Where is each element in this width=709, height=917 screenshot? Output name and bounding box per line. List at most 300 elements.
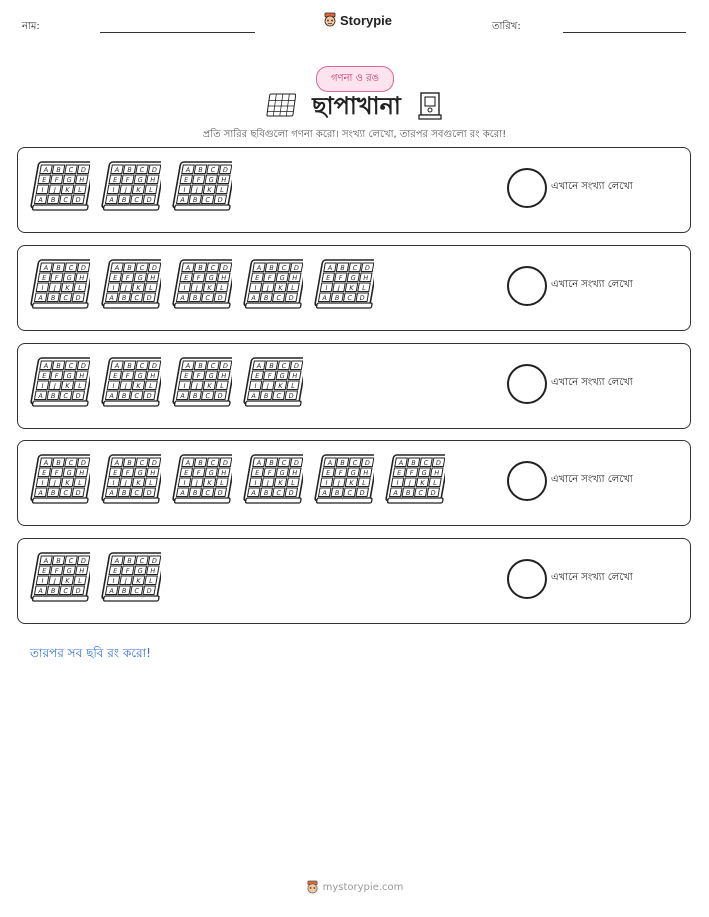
svg-text:G: G xyxy=(136,372,144,380)
svg-text:D: D xyxy=(145,392,153,400)
svg-text:C: C xyxy=(138,166,145,174)
answer-circle[interactable] xyxy=(507,266,547,306)
svg-text:A: A xyxy=(108,587,115,595)
svg-text:J: J xyxy=(53,284,57,292)
type-tray-icon xyxy=(172,259,232,311)
type-tray-icon xyxy=(30,552,90,604)
svg-text:G: G xyxy=(278,274,286,282)
svg-text:C: C xyxy=(280,264,287,272)
svg-text:D: D xyxy=(222,362,229,370)
answer-circle[interactable] xyxy=(507,364,547,404)
svg-text:J: J xyxy=(337,284,341,292)
svg-text:F: F xyxy=(196,274,202,282)
svg-text:E: E xyxy=(41,567,47,575)
svg-text:B: B xyxy=(339,459,346,467)
svg-text:B: B xyxy=(50,392,57,400)
type-tray-icon xyxy=(266,93,296,119)
svg-text:L: L xyxy=(148,382,154,390)
svg-text:B: B xyxy=(268,264,275,272)
svg-text:K: K xyxy=(277,382,284,390)
svg-text:L: L xyxy=(148,284,154,292)
svg-text:L: L xyxy=(148,186,154,194)
page-title: ছাপাখানা xyxy=(312,92,401,120)
svg-text:C: C xyxy=(133,489,140,497)
svg-text:C: C xyxy=(67,459,74,467)
svg-text:J: J xyxy=(195,284,199,292)
svg-text:J: J xyxy=(408,479,412,487)
type-tray-picture[interactable] xyxy=(172,454,232,510)
svg-text:B: B xyxy=(55,264,62,272)
type-tray-picture[interactable] xyxy=(172,357,232,413)
svg-text:D: D xyxy=(287,489,295,497)
type-tray-picture[interactable] xyxy=(30,259,90,315)
type-tray-icon xyxy=(101,357,161,409)
svg-text:F: F xyxy=(125,274,131,282)
svg-text:C: C xyxy=(138,459,145,467)
svg-text:A: A xyxy=(108,489,115,497)
svg-text:K: K xyxy=(206,382,213,390)
svg-text:E: E xyxy=(41,274,47,282)
svg-text:F: F xyxy=(338,274,344,282)
svg-text:D: D xyxy=(145,489,153,497)
svg-text:C: C xyxy=(62,196,69,204)
svg-text:H: H xyxy=(220,274,227,282)
svg-text:H: H xyxy=(362,274,369,282)
svg-text:I: I xyxy=(182,186,187,194)
svg-text:F: F xyxy=(54,567,60,575)
svg-text:G: G xyxy=(349,274,357,282)
svg-text:C: C xyxy=(204,294,211,302)
type-tray-picture[interactable] xyxy=(243,259,303,315)
svg-text:G: G xyxy=(136,567,144,575)
svg-text:C: C xyxy=(280,459,287,467)
svg-text:D: D xyxy=(74,587,82,595)
svg-text:A: A xyxy=(179,294,186,302)
type-tray-picture[interactable] xyxy=(101,357,161,413)
svg-text:G: G xyxy=(207,372,215,380)
type-tray-icon xyxy=(30,161,90,213)
svg-text:B: B xyxy=(197,264,204,272)
svg-text:I: I xyxy=(111,284,116,292)
svg-text:H: H xyxy=(291,372,298,380)
svg-text:B: B xyxy=(192,196,199,204)
storypie-logo xyxy=(323,12,392,28)
svg-text:L: L xyxy=(148,479,154,487)
svg-text:B: B xyxy=(126,362,133,370)
storypie-mascot-icon xyxy=(306,880,319,895)
type-tray-icon xyxy=(385,454,445,506)
type-tray-picture[interactable] xyxy=(101,454,161,510)
svg-text:B: B xyxy=(410,459,417,467)
svg-text:A: A xyxy=(255,264,262,272)
svg-text:D: D xyxy=(151,166,158,174)
svg-text:A: A xyxy=(113,362,120,370)
svg-text:K: K xyxy=(348,479,355,487)
svg-text:L: L xyxy=(361,479,367,487)
svg-text:B: B xyxy=(263,294,270,302)
type-tray-icon xyxy=(101,552,161,604)
svg-text:I: I xyxy=(182,284,187,292)
storypie-mascot-icon xyxy=(323,12,337,28)
svg-text:L: L xyxy=(290,479,296,487)
svg-text:I: I xyxy=(40,284,45,292)
svg-text:B: B xyxy=(50,294,57,302)
type-tray-picture[interactable] xyxy=(172,161,232,217)
answer-hint: এখানে সংখ্যা লেখো xyxy=(551,572,633,583)
svg-text:A: A xyxy=(37,587,44,595)
svg-text:D: D xyxy=(145,196,153,204)
instructions: প্রতি সারির ছবিগুলো গণনা করো। সংখ্যা লেখো, তারপর সবগুলো রং করো! xyxy=(202,129,507,140)
svg-text:H: H xyxy=(78,176,85,184)
svg-text:I: I xyxy=(111,186,116,194)
type-tray-icon xyxy=(101,259,161,311)
svg-text:K: K xyxy=(135,479,142,487)
svg-text:B: B xyxy=(121,294,128,302)
svg-text:A: A xyxy=(179,196,186,204)
type-tray-icon xyxy=(243,454,303,506)
svg-text:E: E xyxy=(41,372,47,380)
svg-text:D: D xyxy=(216,196,224,204)
svg-text:D: D xyxy=(216,294,224,302)
svg-text:D: D xyxy=(293,264,300,272)
svg-text:J: J xyxy=(124,284,128,292)
type-tray-picture[interactable] xyxy=(101,259,161,315)
svg-text:B: B xyxy=(197,362,204,370)
type-tray-picture[interactable] xyxy=(101,552,161,608)
type-tray-picture[interactable] xyxy=(243,357,303,413)
svg-text:B: B xyxy=(192,294,199,302)
svg-text:A: A xyxy=(184,459,191,467)
count-row xyxy=(17,440,691,526)
category-badge: গণনা ও রঙ xyxy=(316,66,394,92)
svg-text:A: A xyxy=(113,557,120,565)
svg-text:C: C xyxy=(346,294,353,302)
svg-text:E: E xyxy=(112,176,118,184)
svg-text:H: H xyxy=(149,372,156,380)
date-line[interactable] xyxy=(563,32,686,33)
title-row xyxy=(0,90,709,122)
svg-text:D: D xyxy=(216,392,224,400)
svg-text:C: C xyxy=(133,196,140,204)
svg-text:A: A xyxy=(326,459,333,467)
brand-name: Storypie xyxy=(340,12,393,28)
svg-text:C: C xyxy=(62,587,69,595)
svg-text:C: C xyxy=(62,392,69,400)
svg-text:E: E xyxy=(325,469,331,477)
svg-text:G: G xyxy=(278,372,286,380)
svg-text:C: C xyxy=(204,196,211,204)
svg-text:D: D xyxy=(151,264,158,272)
type-tray-picture[interactable] xyxy=(172,259,232,315)
svg-text:K: K xyxy=(419,479,426,487)
svg-text:F: F xyxy=(125,372,131,380)
svg-text:F: F xyxy=(267,274,273,282)
type-tray-icon xyxy=(172,454,232,506)
svg-text:L: L xyxy=(361,284,367,292)
svg-text:L: L xyxy=(290,382,296,390)
svg-text:B: B xyxy=(192,392,199,400)
svg-text:H: H xyxy=(78,274,85,282)
svg-text:D: D xyxy=(145,587,153,595)
svg-text:D: D xyxy=(287,392,295,400)
svg-text:A: A xyxy=(42,459,49,467)
answer-circle[interactable] xyxy=(507,168,547,208)
svg-text:A: A xyxy=(250,392,257,400)
type-tray-picture[interactable] xyxy=(30,454,90,510)
svg-text:B: B xyxy=(55,166,62,174)
svg-text:B: B xyxy=(268,362,275,370)
svg-text:I: I xyxy=(182,479,187,487)
svg-text:H: H xyxy=(291,274,298,282)
svg-text:B: B xyxy=(50,489,57,497)
site-url: mystorypie.com xyxy=(322,882,404,893)
svg-text:H: H xyxy=(149,567,156,575)
svg-text:C: C xyxy=(351,264,358,272)
svg-text:H: H xyxy=(220,469,227,477)
answer-circle[interactable] xyxy=(507,461,547,501)
svg-text:D: D xyxy=(435,459,442,467)
svg-text:F: F xyxy=(125,567,131,575)
svg-text:G: G xyxy=(65,274,73,282)
svg-text:I: I xyxy=(324,479,329,487)
svg-text:A: A xyxy=(42,264,49,272)
svg-text:E: E xyxy=(112,567,118,575)
svg-text:A: A xyxy=(113,264,120,272)
svg-text:L: L xyxy=(219,186,225,194)
svg-text:J: J xyxy=(337,479,341,487)
type-tray-picture[interactable] xyxy=(101,161,161,217)
svg-text:H: H xyxy=(362,469,369,477)
svg-text:I: I xyxy=(253,382,258,390)
svg-text:B: B xyxy=(55,557,62,565)
svg-text:A: A xyxy=(179,392,186,400)
type-tray-icon xyxy=(101,454,161,506)
svg-text:C: C xyxy=(67,166,74,174)
svg-text:K: K xyxy=(64,186,71,194)
svg-text:A: A xyxy=(255,362,262,370)
svg-text:H: H xyxy=(78,567,85,575)
svg-text:J: J xyxy=(53,577,57,585)
svg-text:F: F xyxy=(196,372,202,380)
svg-text:A: A xyxy=(250,489,257,497)
svg-text:E: E xyxy=(41,176,47,184)
svg-text:G: G xyxy=(207,469,215,477)
svg-text:D: D xyxy=(80,459,87,467)
svg-text:B: B xyxy=(197,459,204,467)
answer-hint: এখানে সংখ্যা লেখো xyxy=(551,474,633,485)
svg-text:F: F xyxy=(267,372,273,380)
svg-text:L: L xyxy=(77,577,83,585)
svg-text:F: F xyxy=(338,469,344,477)
svg-text:J: J xyxy=(53,186,57,194)
count-row xyxy=(17,245,691,331)
svg-text:E: E xyxy=(396,469,402,477)
svg-text:L: L xyxy=(77,382,83,390)
svg-text:K: K xyxy=(135,577,142,585)
svg-text:J: J xyxy=(53,382,57,390)
svg-text:F: F xyxy=(54,176,60,184)
svg-text:A: A xyxy=(321,294,328,302)
svg-text:G: G xyxy=(349,469,357,477)
svg-text:H: H xyxy=(220,176,227,184)
svg-text:D: D xyxy=(293,459,300,467)
svg-text:H: H xyxy=(149,274,156,282)
svg-text:C: C xyxy=(133,587,140,595)
svg-text:J: J xyxy=(53,479,57,487)
type-tray-picture[interactable] xyxy=(30,357,90,413)
svg-text:B: B xyxy=(334,489,341,497)
svg-text:A: A xyxy=(184,362,191,370)
svg-text:H: H xyxy=(291,469,298,477)
svg-text:J: J xyxy=(266,479,270,487)
svg-text:D: D xyxy=(364,459,371,467)
svg-text:D: D xyxy=(358,489,366,497)
svg-text:K: K xyxy=(348,284,355,292)
svg-text:F: F xyxy=(267,469,273,477)
svg-text:B: B xyxy=(121,196,128,204)
type-tray-icon xyxy=(30,357,90,409)
svg-text:A: A xyxy=(37,392,44,400)
svg-text:E: E xyxy=(254,469,260,477)
svg-text:C: C xyxy=(133,392,140,400)
svg-text:L: L xyxy=(148,577,154,585)
svg-text:K: K xyxy=(135,382,142,390)
svg-text:E: E xyxy=(183,176,189,184)
svg-text:E: E xyxy=(112,372,118,380)
printing-press-icon xyxy=(417,91,443,121)
svg-text:L: L xyxy=(219,479,225,487)
type-tray-picture[interactable] xyxy=(314,454,374,510)
svg-text:G: G xyxy=(65,176,73,184)
svg-text:G: G xyxy=(65,567,73,575)
svg-text:C: C xyxy=(204,392,211,400)
svg-text:H: H xyxy=(149,176,156,184)
svg-text:D: D xyxy=(216,489,224,497)
svg-text:C: C xyxy=(67,264,74,272)
type-tray-picture[interactable] xyxy=(30,161,90,217)
type-tray-icon xyxy=(314,454,374,506)
svg-text:I: I xyxy=(111,479,116,487)
type-tray-picture[interactable] xyxy=(243,454,303,510)
svg-text:C: C xyxy=(422,459,429,467)
svg-text:E: E xyxy=(183,372,189,380)
svg-text:D: D xyxy=(222,264,229,272)
svg-text:C: C xyxy=(138,557,145,565)
count-row xyxy=(17,343,691,429)
svg-text:B: B xyxy=(334,294,341,302)
svg-text:B: B xyxy=(339,264,346,272)
type-tray-icon xyxy=(243,357,303,409)
svg-text:C: C xyxy=(138,264,145,272)
svg-text:K: K xyxy=(135,186,142,194)
name-line[interactable] xyxy=(100,32,255,33)
svg-text:K: K xyxy=(206,284,213,292)
svg-text:G: G xyxy=(207,176,215,184)
svg-text:J: J xyxy=(195,382,199,390)
svg-text:C: C xyxy=(275,489,282,497)
svg-text:C: C xyxy=(346,489,353,497)
svg-text:A: A xyxy=(392,489,399,497)
svg-text:I: I xyxy=(40,382,45,390)
svg-text:E: E xyxy=(112,274,118,282)
svg-text:A: A xyxy=(113,166,120,174)
svg-text:E: E xyxy=(41,469,47,477)
svg-text:A: A xyxy=(397,459,404,467)
svg-text:A: A xyxy=(37,489,44,497)
svg-text:D: D xyxy=(287,294,295,302)
svg-text:D: D xyxy=(74,294,82,302)
type-tray-icon xyxy=(243,259,303,311)
svg-text:K: K xyxy=(64,382,71,390)
svg-text:C: C xyxy=(209,264,216,272)
type-tray-icon xyxy=(314,259,374,311)
svg-text:E: E xyxy=(183,469,189,477)
answer-circle[interactable] xyxy=(507,559,547,599)
svg-text:D: D xyxy=(80,264,87,272)
svg-text:A: A xyxy=(255,459,262,467)
svg-text:B: B xyxy=(126,459,133,467)
svg-text:F: F xyxy=(54,274,60,282)
svg-text:D: D xyxy=(151,362,158,370)
svg-text:A: A xyxy=(108,392,115,400)
type-tray-picture[interactable] xyxy=(314,259,374,315)
svg-text:D: D xyxy=(151,557,158,565)
svg-text:L: L xyxy=(77,186,83,194)
svg-text:A: A xyxy=(184,166,191,174)
svg-text:D: D xyxy=(145,294,153,302)
type-tray-picture[interactable] xyxy=(385,454,445,510)
svg-text:A: A xyxy=(42,557,49,565)
svg-text:I: I xyxy=(253,479,258,487)
svg-text:D: D xyxy=(80,166,87,174)
svg-text:F: F xyxy=(125,176,131,184)
svg-text:H: H xyxy=(78,469,85,477)
svg-text:L: L xyxy=(77,284,83,292)
svg-text:A: A xyxy=(250,294,257,302)
svg-text:G: G xyxy=(65,372,73,380)
svg-text:B: B xyxy=(50,196,57,204)
svg-text:E: E xyxy=(325,274,331,282)
svg-text:G: G xyxy=(65,469,73,477)
type-tray-picture[interactable] xyxy=(30,552,90,608)
svg-text:D: D xyxy=(80,557,87,565)
svg-text:K: K xyxy=(206,186,213,194)
svg-text:K: K xyxy=(64,479,71,487)
svg-text:B: B xyxy=(405,489,412,497)
svg-text:A: A xyxy=(37,294,44,302)
svg-text:I: I xyxy=(40,479,45,487)
svg-text:G: G xyxy=(420,469,428,477)
svg-text:J: J xyxy=(195,186,199,194)
svg-text:B: B xyxy=(50,587,57,595)
svg-text:A: A xyxy=(108,294,115,302)
svg-text:G: G xyxy=(136,469,144,477)
svg-text:B: B xyxy=(263,489,270,497)
svg-text:D: D xyxy=(74,489,82,497)
svg-text:K: K xyxy=(277,479,284,487)
svg-text:L: L xyxy=(219,284,225,292)
svg-text:I: I xyxy=(40,186,45,194)
answer-hint: এখানে সংখ্যা লেখো xyxy=(551,377,633,388)
svg-text:A: A xyxy=(321,489,328,497)
svg-text:F: F xyxy=(54,469,60,477)
site-footer xyxy=(0,880,709,895)
svg-text:C: C xyxy=(62,489,69,497)
svg-text:F: F xyxy=(125,469,131,477)
svg-text:C: C xyxy=(209,362,216,370)
svg-text:J: J xyxy=(266,382,270,390)
svg-text:K: K xyxy=(64,577,71,585)
